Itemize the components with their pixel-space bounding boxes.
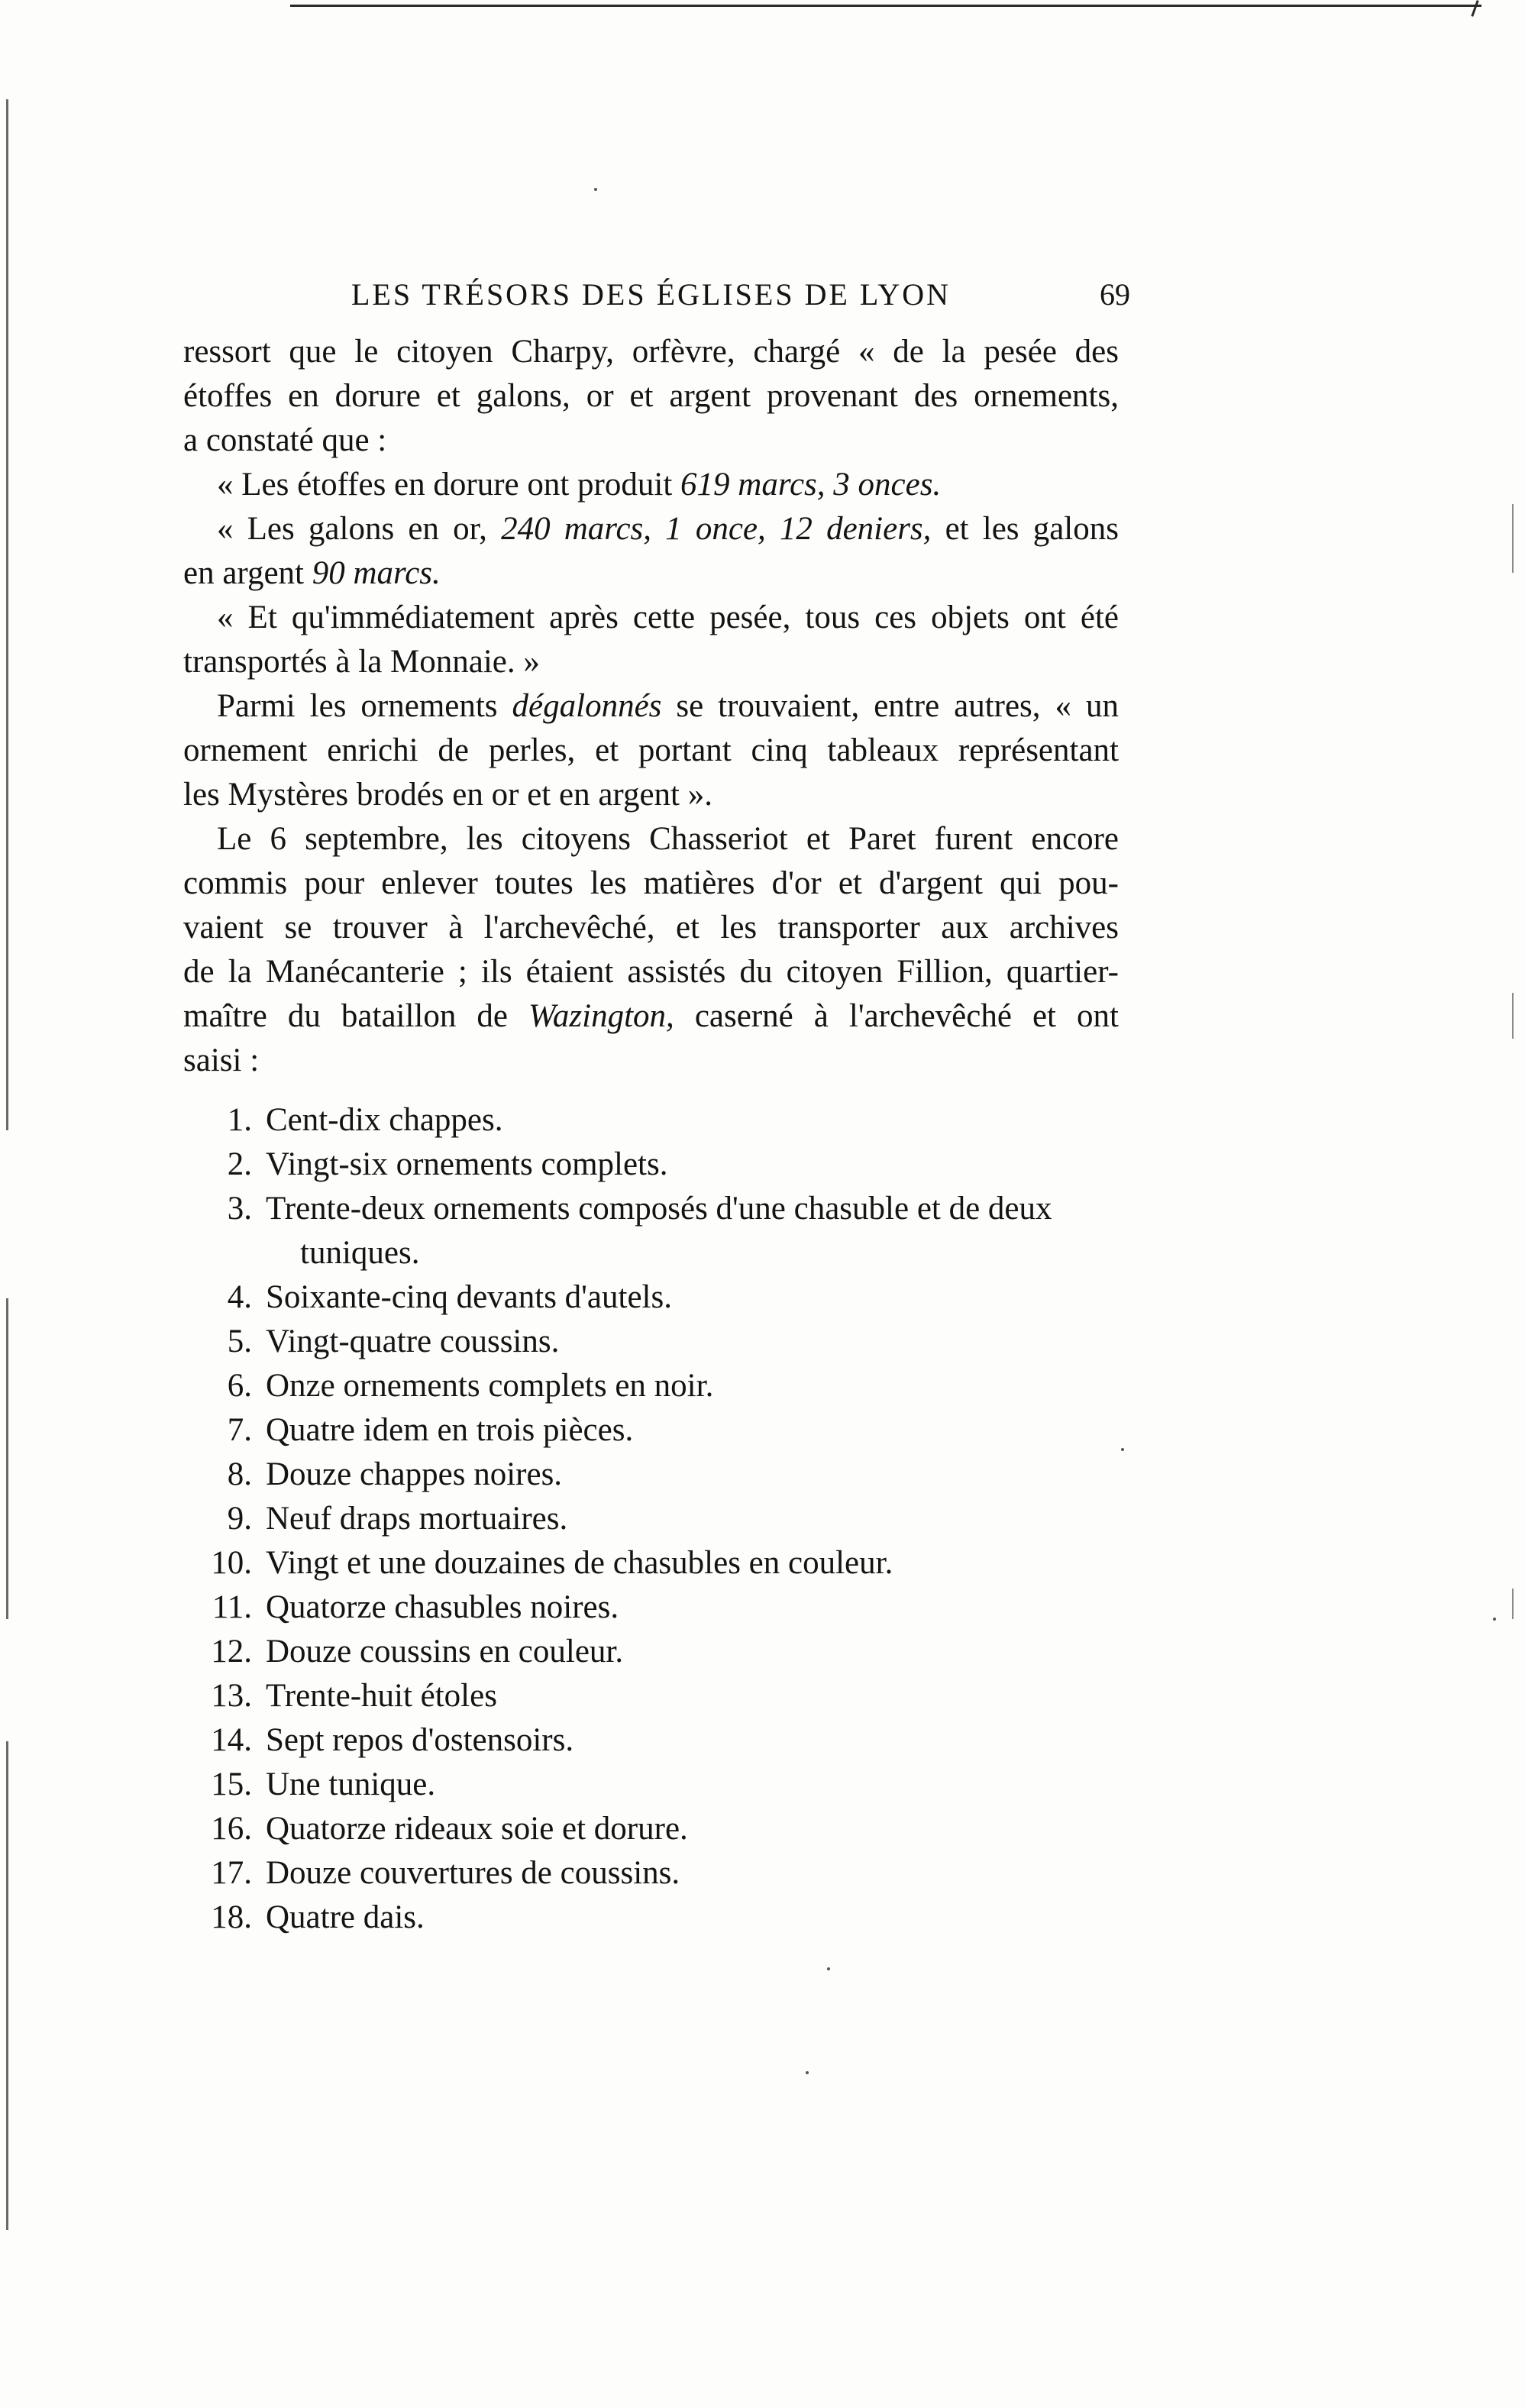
italic-run: 619 marcs, 3 onces. — [680, 467, 942, 503]
list-item — [183, 1408, 1119, 1453]
text-line — [183, 507, 1119, 551]
text-line: les Mystères brodés en or et en argent ». — [183, 777, 712, 813]
item-number: 3. — [227, 1191, 252, 1227]
item-text: Trente-deux ornements composés d'une chasuble et de deux — [266, 1191, 1052, 1227]
text-line: a constaté que : — [183, 422, 387, 458]
item-number: 2. — [227, 1146, 252, 1182]
item-number: 18. — [211, 1899, 252, 1935]
item-text: Douze chappes noires. — [266, 1456, 563, 1492]
text-run: maître du bataillon de — [183, 998, 529, 1034]
item-text-continuation: tuniques. — [300, 1235, 420, 1271]
text-line: Le 6 septembre, les citoyens Chasseriot et Paret furent encore — [217, 821, 1119, 857]
item-number: 11. — [212, 1589, 252, 1625]
left-scan-edge — [6, 99, 8, 1130]
item-text: Trente-huit étoles — [266, 1678, 497, 1714]
item-number: 6. — [227, 1368, 252, 1404]
list-item — [183, 1098, 1119, 1143]
text-line: ornement enrichi de perles, et portant cinq tableaux représentant — [183, 732, 1119, 768]
item-text: Quatre dais. — [266, 1899, 425, 1935]
top-scan-rule — [290, 5, 1481, 7]
list-item — [183, 1718, 1119, 1763]
text-line — [183, 551, 1119, 596]
text-line — [183, 684, 1119, 729]
list-item — [183, 1143, 1119, 1187]
body-text — [183, 330, 1119, 1083]
item-number: 10. — [211, 1545, 252, 1581]
list-item — [183, 1585, 1119, 1630]
item-number: 16. — [211, 1811, 252, 1847]
list-item — [183, 1275, 1119, 1320]
inventory-list — [183, 1098, 1119, 1940]
scan-speck — [594, 188, 597, 191]
list-item — [183, 1320, 1119, 1364]
item-number: 13. — [211, 1678, 252, 1714]
item-text: Vingt-six ornements complets. — [266, 1146, 668, 1182]
text-line — [183, 463, 1119, 507]
item-number: 17. — [211, 1855, 252, 1891]
text-run: « Les étoffes en dorure ont produit — [217, 467, 681, 503]
left-scan-edge — [6, 1741, 8, 2230]
text-run: se trouvaient, entre autres, « un — [661, 688, 1119, 724]
right-scan-edge — [1512, 504, 1514, 573]
list-item — [183, 1453, 1119, 1497]
list-item — [183, 1541, 1119, 1585]
item-text: Douze coussins en couleur. — [266, 1634, 624, 1669]
item-text-block — [266, 1187, 1119, 1275]
item-number: 9. — [227, 1501, 252, 1537]
list-item — [183, 1187, 1119, 1275]
right-scan-edge — [1512, 1589, 1514, 1619]
running-title: LES TRÉSORS DES ÉGLISES DE LYON — [351, 277, 951, 312]
text-line: commis pour enlever toutes les matières d'or et d'argent qui pou- — [183, 865, 1119, 901]
item-number: 1. — [227, 1102, 252, 1138]
scan-speck — [1121, 1448, 1124, 1451]
item-text: Quatorze chasubles noires. — [266, 1589, 619, 1625]
list-item — [183, 1497, 1119, 1541]
item-text: Onze ornements complets en noir. — [266, 1368, 714, 1404]
item-number: 5. — [227, 1324, 252, 1359]
scan-speck — [827, 1967, 830, 1970]
item-text: Cent-dix chappes. — [266, 1102, 503, 1138]
list-item — [183, 1364, 1119, 1408]
italic-run: Wazington, — [528, 998, 674, 1034]
text-line: saisi : — [183, 1042, 260, 1078]
text-run: Parmi les ornements — [217, 688, 512, 724]
item-text: Vingt-quatre coussins. — [266, 1324, 560, 1359]
item-text: Douze couvertures de coussins. — [266, 1855, 680, 1891]
left-scan-edge — [6, 1298, 8, 1619]
list-item — [183, 1807, 1119, 1851]
italic-run: dégalonnés — [512, 688, 662, 724]
italic-run: 90 marcs. — [312, 555, 441, 591]
scan-speck — [1493, 1618, 1496, 1621]
item-number: 15. — [211, 1766, 252, 1802]
top-scan-tick — [1471, 0, 1478, 17]
page-number: 69 — [1100, 277, 1130, 312]
list-item — [183, 1896, 1119, 1940]
text-line: « Et qu'immédiatement après cette pesée, tous ces objets ont été — [217, 600, 1119, 635]
item-text: Neuf draps mortuaires. — [266, 1501, 568, 1537]
item-text: Soixante-cinq devants d'autels. — [266, 1279, 672, 1315]
text-line: étoffes en dorure et galons, or et argent provenant des ornements, — [183, 378, 1119, 414]
text-run: caserné à l'archevêché et ont — [674, 998, 1119, 1034]
list-item — [183, 1851, 1119, 1896]
list-item — [183, 1674, 1119, 1718]
text-line: ressort que le citoyen Charpy, orfèvre, chargé « de la pesée des — [183, 334, 1119, 370]
scan-speck — [806, 2071, 809, 2074]
page-header — [183, 276, 1130, 322]
item-text: Vingt et une douzaines de chasubles en couleur. — [266, 1545, 893, 1581]
text-line: vaient se trouver à l'archevêché, et les transporter aux archives — [183, 910, 1119, 945]
text-run: et les galons — [931, 511, 1119, 547]
italic-run: 240 marcs, 1 once, 12 deniers, — [501, 511, 932, 547]
item-text: Sept repos d'ostensoirs. — [266, 1722, 574, 1758]
text-line — [183, 994, 1119, 1039]
list-item — [183, 1630, 1119, 1674]
item-number: 7. — [227, 1412, 252, 1448]
text-line: de la Manécanterie ; ils étaient assistés du citoyen Fillion, quartier- — [183, 954, 1119, 990]
item-text: Quatorze rideaux soie et dorure. — [266, 1811, 688, 1847]
item-text: Une tunique. — [266, 1766, 436, 1802]
item-number: 4. — [227, 1279, 252, 1315]
text-run: « Les galons en or, — [217, 511, 502, 547]
item-number: 8. — [227, 1456, 252, 1492]
text-run: en argent — [183, 555, 312, 591]
right-scan-edge — [1512, 993, 1514, 1039]
text-line: transportés à la Monnaie. » — [183, 644, 540, 680]
item-number: 12. — [211, 1634, 252, 1669]
item-text: Quatre idem en trois pièces. — [266, 1412, 634, 1448]
list-item — [183, 1763, 1119, 1807]
item-number: 14. — [211, 1722, 252, 1758]
